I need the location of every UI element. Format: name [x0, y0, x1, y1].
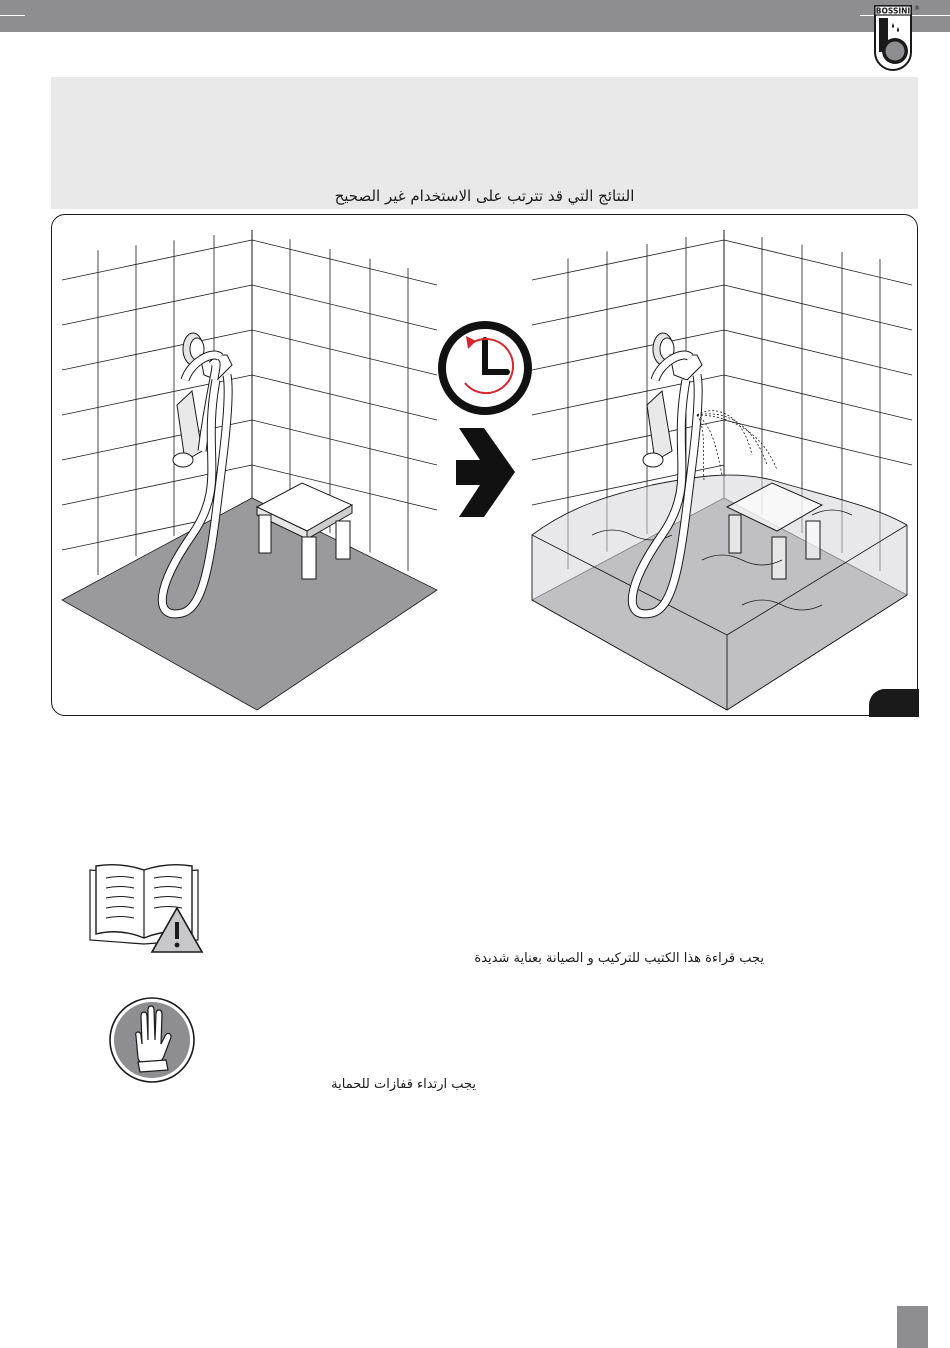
misuse-consequences-caption: النتائج التي قد تترتب على الاستخدام غير الصحيح — [334, 187, 635, 205]
manual-warning-icon — [86, 862, 204, 956]
clock-icon — [442, 325, 528, 411]
registered-mark: ® — [914, 5, 920, 12]
gloves-icon — [108, 996, 196, 1084]
page-tab — [897, 1306, 928, 1348]
right-arrow-icon — [456, 428, 515, 517]
shower-hose-flooded-scene — [532, 229, 912, 710]
misuse-illustration — [51, 214, 918, 716]
bossini-b-logo-icon — [868, 2, 918, 74]
read-manual-notice: يجب قراءة هذا الكتيب للتركيب و الصيانة بعناية شديدة — [474, 951, 764, 966]
brand-name: BOSSINI — [875, 6, 911, 16]
shower-hose-dry-scene — [62, 229, 437, 710]
corner-tab — [869, 689, 919, 717]
top-bar — [0, 0, 950, 32]
warning-band — [51, 77, 918, 209]
top-bar-rule-left — [0, 15, 25, 16]
wear-gloves-notice: يجب ارتداء قفازات للحماية — [331, 1077, 476, 1092]
